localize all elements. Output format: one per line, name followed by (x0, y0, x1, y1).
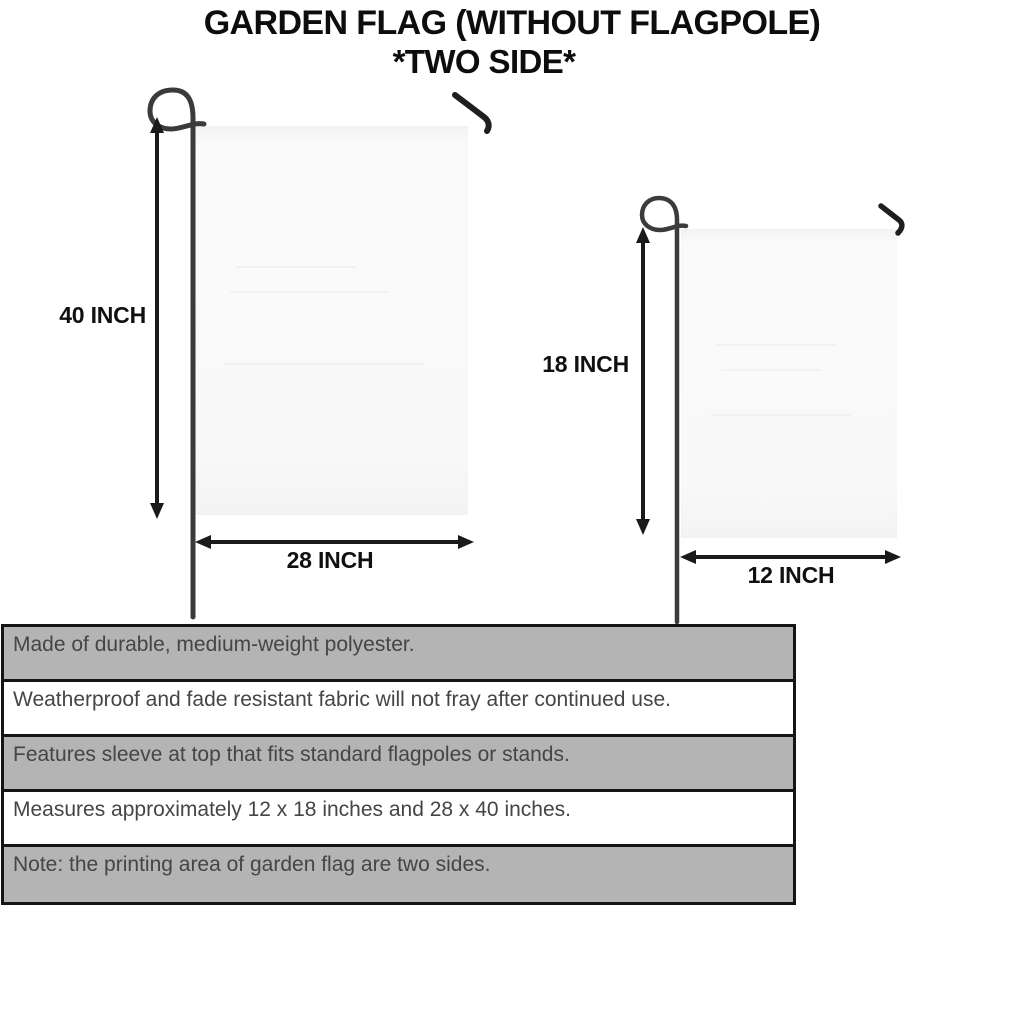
feature-row-5 (4, 847, 793, 902)
flag-crease (716, 344, 836, 346)
flag-crease (711, 414, 851, 416)
feature-row-2 (4, 682, 793, 737)
feature-row-4 (4, 792, 793, 847)
large-flag-width-label: 28 INCH (286, 547, 374, 573)
feature-row-1 (4, 627, 793, 682)
small-flag-width-label: 12 INCH (747, 562, 835, 588)
features-table (1, 624, 796, 905)
page-subtitle: *TWO SIDE* (392, 43, 576, 80)
large-flag-preview (194, 126, 468, 515)
feature-row-text: Made of durable, medium-weight polyester. (13, 633, 415, 656)
feature-row-3 (4, 737, 793, 792)
small-height-arrow-icon (636, 227, 650, 535)
small-flagpole-icon (642, 198, 686, 622)
small-flag-height-label: 18 INCH (542, 351, 629, 377)
feature-row-text: Note: the printing area of garden flag are two sides. (13, 853, 491, 876)
large-height-arrow-icon (150, 117, 164, 519)
page-title: GARDEN FLAG (WITHOUT FLAGPOLE) (203, 4, 821, 42)
title-block (0, 4, 1024, 80)
small-flag-preview (681, 229, 897, 538)
flag-crease (224, 363, 424, 365)
large-flag-height-label: 40 INCH (59, 302, 146, 328)
flag-crease (721, 369, 821, 371)
flag-crease (230, 291, 390, 293)
feature-row-text: Features sleeve at top that fits standard flagpoles or stands. (13, 743, 570, 766)
flag-crease (236, 266, 356, 268)
feature-row-text: Weatherproof and fade resistant fabric will not fray after continued use. (13, 688, 671, 711)
feature-row-text: Measures approximately 12 x 18 inches and 28 x 40 inches. (13, 798, 571, 821)
